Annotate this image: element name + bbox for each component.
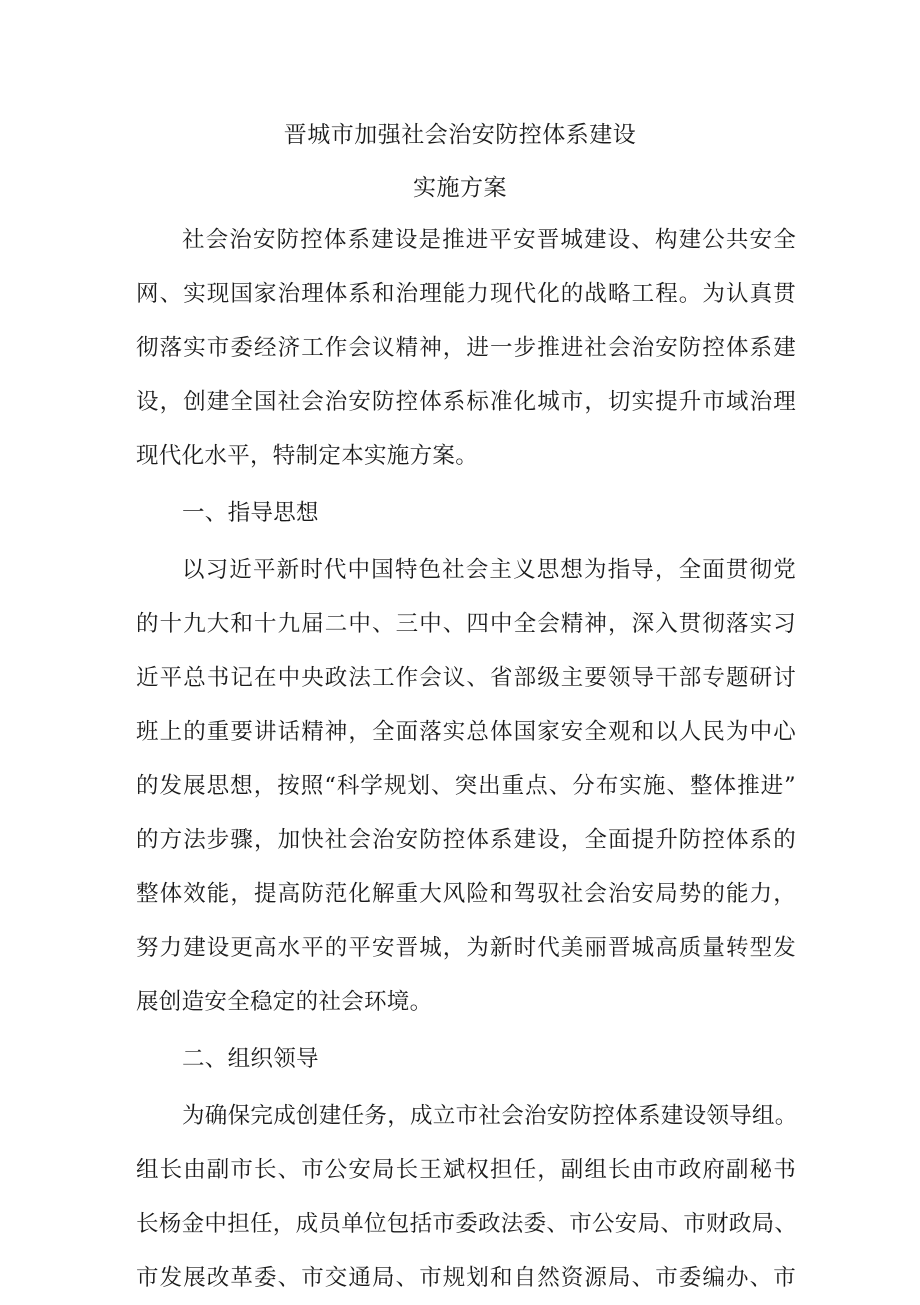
section1-line: 以习近平新时代中国特色社会主义思想为指导，全面贯彻党 (182, 557, 796, 583)
section1-line: 展创造安全稳定的社会环境。 (136, 989, 433, 1015)
section1-line: 的十九大和十九届二中、三中、四中全会精神，深入贯彻落实习 (136, 611, 796, 637)
intro-line: 现代化水平，特制定本实施方案。 (136, 443, 479, 469)
section2-line: 长杨金中担任，成员单位包括市委政法委、市公安局、市财政局、 (136, 1211, 798, 1237)
intro-line: 设，创建全国社会治安防控体系标准化城市，切实提升市域治理 (136, 389, 796, 415)
section-heading-organization: 二、组织领导 (182, 1046, 319, 1072)
section2-line: 市发展改革委、市交通局、市规划和自然资源局、市委编办、市 (136, 1265, 796, 1291)
intro-line: 彻落实市委经济工作会议精神，进一步推进社会治安防控体系建 (136, 335, 796, 361)
section-heading-guiding-ideology: 一、指导思想 (182, 500, 319, 526)
intro-line: 社会治安防控体系建设是推进平安晋城建设、构建公共安全 (182, 227, 796, 253)
document-title: 晋城市加强社会治安防控体系建设 (283, 122, 637, 148)
section1-line: 的发展思想，按照“科学规划、突出重点、分布实施、整体推进” (136, 773, 796, 799)
section2-line: 组长由副市长、市公安局长王斌权担任，副组长由市政府副秘书 (136, 1157, 796, 1183)
section1-line: 班上的重要讲话精神，全面落实总体国家安全观和以人民为中心 (136, 719, 796, 745)
section1-line: 整体效能，提高防范化解重大风险和驾驭社会治安局势的能力， (136, 881, 796, 907)
section1-line: 努力建设更高水平的平安晋城，为新时代美丽晋城高质量转型发 (136, 935, 796, 961)
section1-line: 近平总书记在中央政法工作会议、省部级主要领导干部专题研讨 (136, 665, 796, 691)
section2-line: 为确保完成创建任务，成立市社会治安防控体系建设领导组。 (182, 1103, 798, 1129)
intro-line: 网、实现国家治理体系和治理能力现代化的战略工程。为认真贯 (136, 281, 796, 307)
section1-line: 的方法步骤，加快社会治安防控体系建设，全面提升防控体系的 (136, 827, 796, 853)
document-body (136, 213, 796, 1305)
document-subtitle: 实施方案 (413, 175, 507, 201)
